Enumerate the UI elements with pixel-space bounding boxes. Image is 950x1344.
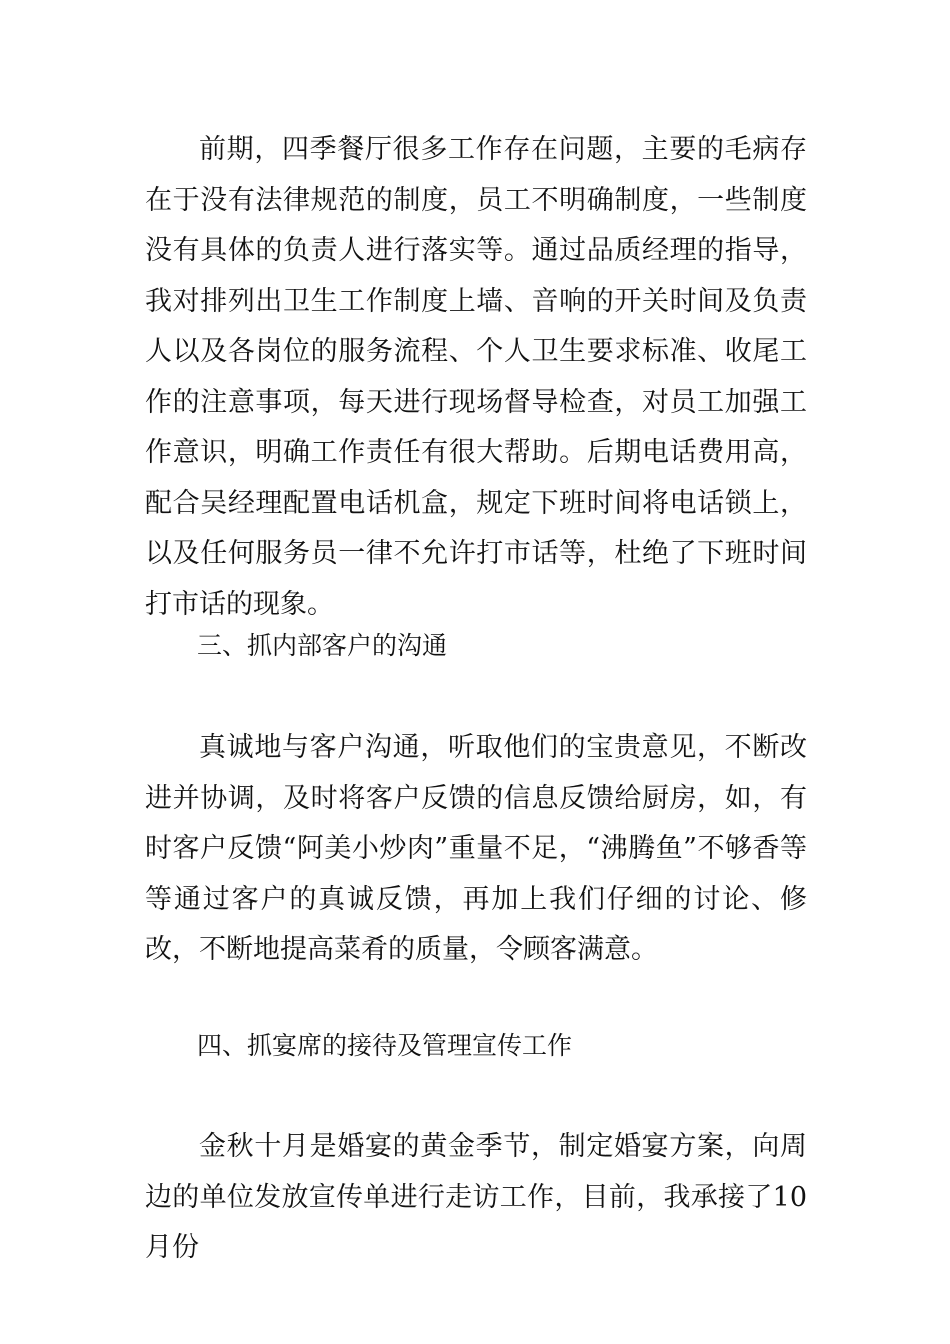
section-heading-internal-communication: 三、抓内部客户的沟通 — [197, 631, 448, 660]
body-paragraph-customer-communication: 真诚地与客户沟通，听取他们的宝贵意见，不断改进并协调，及时将客户反馈的信息反馈给厨房，如，有时客户反馈“阿美小炒肉”重量不足，“沸腾鱼”不够香等等通过客户的真诚反馈，再加上我们仔细的讨论、修改，不断地提高菜肴的质量，令顾客满意。 — [145, 732, 807, 965]
body-paragraph-wedding-season: 金秋十月是婚宴的黄金季节，制定婚宴方案，向周边的单位发放宣传单进行走访工作，目前，我承接了10月份 — [145, 1131, 807, 1263]
body-paragraph-problems: 前期，四季餐厅很多工作存在问题，主要的毛病存在于没有法律规范的制度，员工不明确制度，一些制度没有具体的负责人进行落实等。通过品质经理的指导，我对排列出卫生工作制度上墙、音响的开关时间及负责人以及各岗位的服务流程、个人卫生要求标准、收尾工作的注意事项，每天进行现场督导检查，对员工加强工作意识，明确工作责任有很大帮助。后期电话费用高，配合吴经理配置电话机盒，规定下班时间将电话锁上，以及任何服务员一律不允许打市话等，杜绝了下班时间打市话的现象。 — [145, 134, 807, 620]
section-heading-banquet-management: 四、抓宴席的接待及管理宣传工作 — [197, 1031, 573, 1060]
